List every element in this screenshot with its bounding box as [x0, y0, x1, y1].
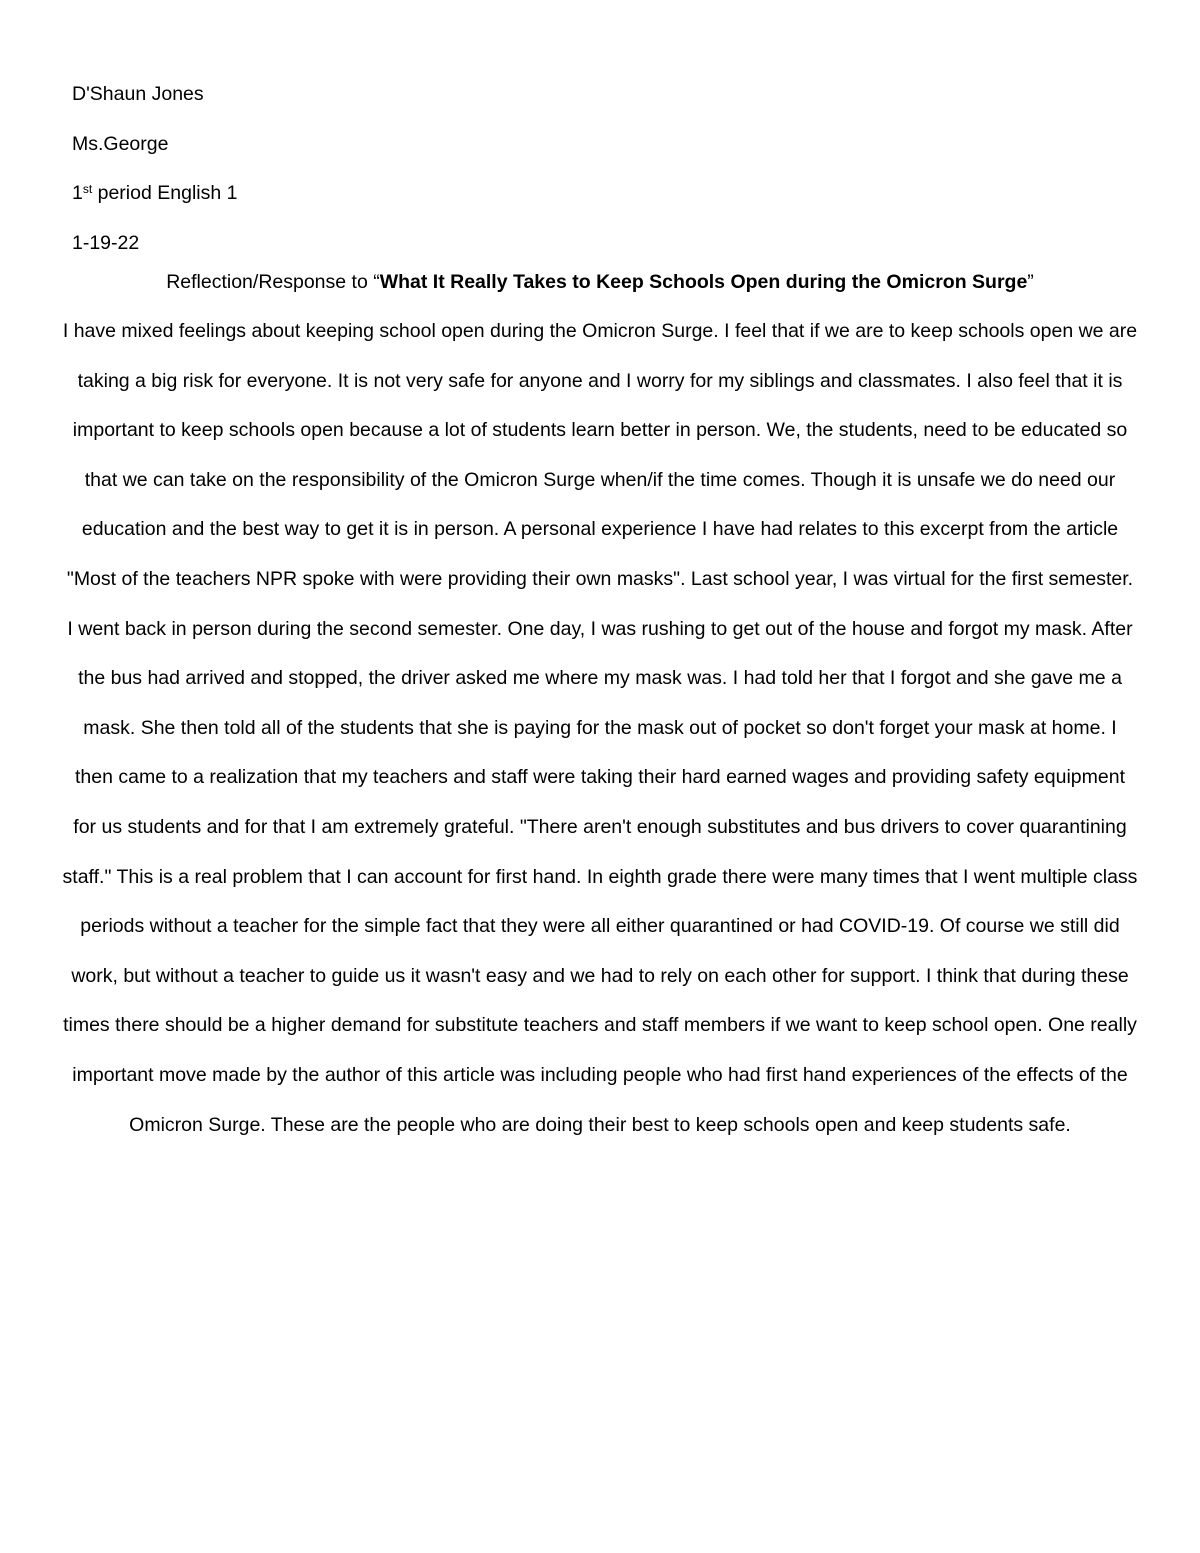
period-ordinal-suffix: st — [82, 182, 93, 197]
date: 1-19-22 — [72, 231, 140, 254]
title-prefix: Reflection/Response to “ — [166, 271, 380, 293]
period-number: 1 — [72, 182, 83, 205]
teacher-name: Ms.George — [72, 132, 169, 155]
student-name: D'Shaun Jones — [72, 83, 204, 105]
title-suffix: ” — [1027, 271, 1034, 293]
period-course: period English 1 — [92, 182, 238, 205]
mla-heading — [72, 70, 1128, 268]
essay-title — [60, 258, 1140, 308]
class-period — [72, 169, 1128, 219]
article-title: What It Really Takes to Keep Schools Open during the Omicron Surge — [379, 271, 1028, 293]
essay-body-paragraph: I have mixed feelings about keeping school open during the Omicron Surge. I feel that if we are to keep schools open we are taking a big risk for everyone. It is not very safe for anyone and I worry for my siblings and classmates. I also feel that it is important to keep schools open because a lot of students learn better in person. We, the students, need to be educated so that we can take on the responsibility of the Omicron Surge when/if the time comes. Though it is unsafe we do need our education and the best way to get it is in person. A personal experience I have had relates to this excerpt from the article "Most of the teachers NPR spoke with were providing their own masks". Last school year, I was virtual for the first semester. I went back in person during the second semester. One day, I was rushing to get out of the house and forgot my mask. After the bus had arrived and stopped, the driver asked me where my mask was. I had told her that I forgot and she gave me a mask. She then told all of the students that she is paying for the mask out of pocket so don't forget your mask at home. I then came to a realization that my teachers and staff were taking their hard earned wages and providing safety equipment for us students and for that I am extremely grateful. "There aren't enough substitutes and bus drivers to cover quarantining staff." This is a real problem that I can account for first hand. In eighth grade there were many times that I went multiple class periods without a teacher for the simple fact that they were all either quarantined or had COVID-19. Of course we still did work, but without a teacher to guide us it wasn't easy and we had to rely on each other for support. I think that during these times there should be a higher demand for substitute teachers and staff members if we want to keep school open. One really important move made by the author of this article was including people who had first hand experiences of the effects of the Omicron Surge. These are the people who are doing their best to keep schools open and keep students safe. — [62, 320, 1138, 1136]
